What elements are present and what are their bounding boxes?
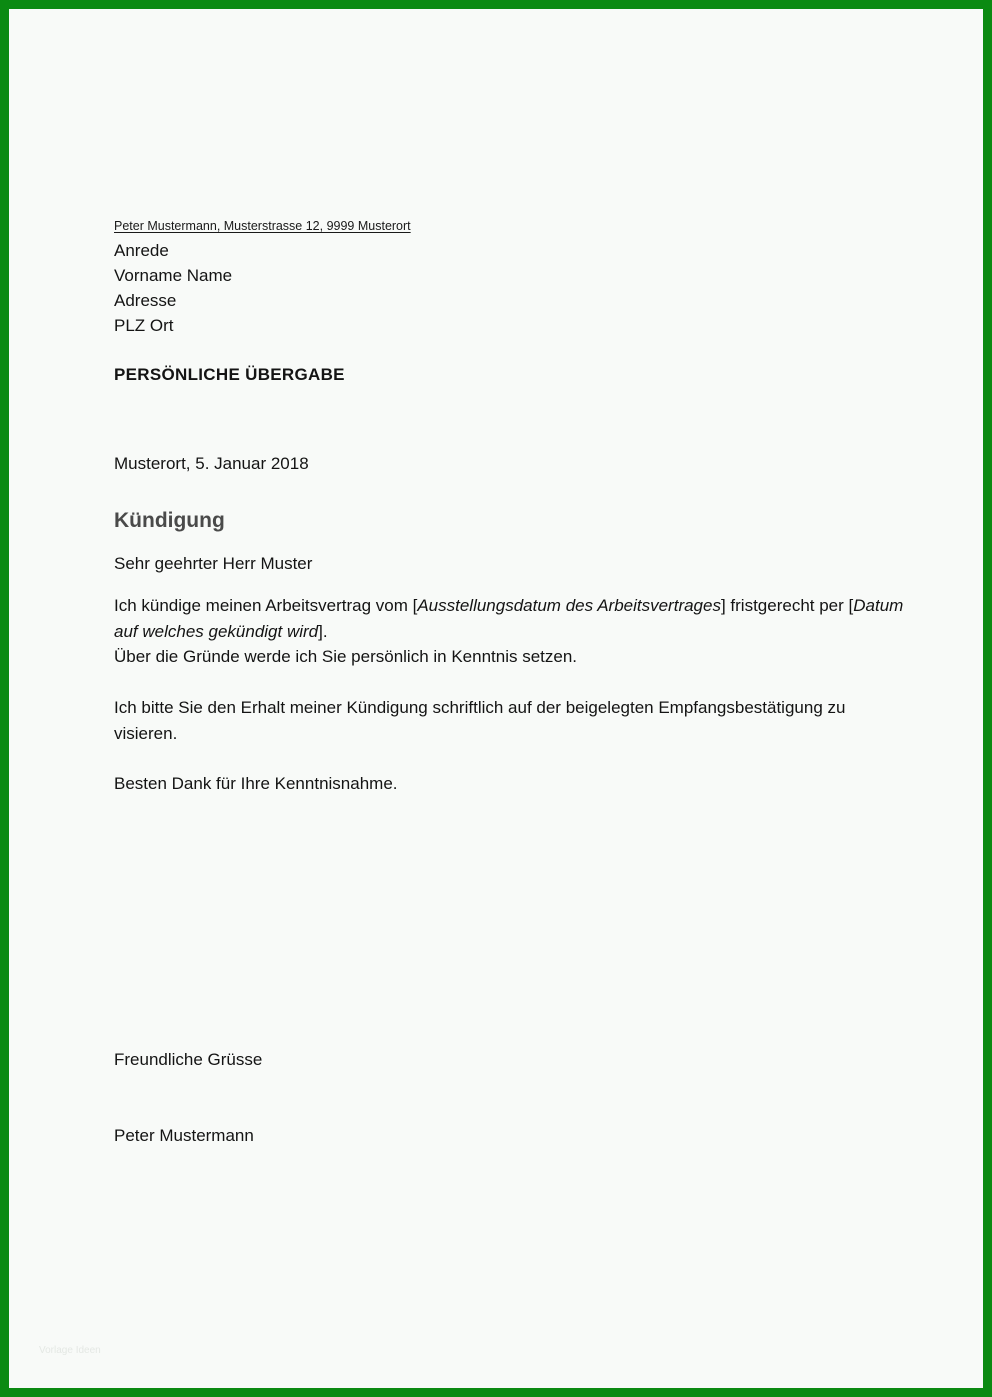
watermark: Vorlage Ideen bbox=[39, 1345, 101, 1356]
letter-subject: Kündigung bbox=[114, 509, 225, 532]
recipient-block bbox=[114, 238, 232, 338]
paragraph-text: ] fristgerecht per [ bbox=[720, 596, 854, 615]
recipient-name: Vorname Name bbox=[114, 266, 233, 285]
recipient-salutation: Anrede bbox=[114, 241, 169, 260]
placeholder-termination-date: Datum auf welches gekündigt wird bbox=[114, 596, 904, 641]
paragraph-termination bbox=[114, 593, 904, 670]
paragraph-text: Ich kündige meinen Arbeitsvertrag vom [ bbox=[114, 596, 418, 615]
letter-signature: Peter Mustermann bbox=[114, 1126, 254, 1145]
letter-date: Musterort, 5. Januar 2018 bbox=[114, 454, 309, 473]
letter-greeting: Sehr geehrter Herr Muster bbox=[114, 554, 313, 573]
recipient-city: PLZ Ort bbox=[114, 316, 174, 335]
document-page bbox=[9, 9, 983, 1388]
delivery-note: PERSÖNLICHE ÜBERGABE bbox=[114, 365, 345, 384]
placeholder-contract-date: Ausstellungsdatum des Arbeitsvertrages bbox=[417, 596, 721, 615]
paragraph-thanks: Besten Dank für Ihre Kenntnisnahme. bbox=[114, 774, 398, 793]
paragraph-reasons: Über die Gründe werde ich Sie persönlich in Kenntnis setzen. bbox=[114, 647, 578, 666]
sender-address-line: Peter Mustermann, Musterstrasse 12, 9999 Musterort bbox=[114, 219, 411, 233]
letter-closing: Freundliche Grüsse bbox=[114, 1050, 263, 1069]
paragraph-text: ]. bbox=[318, 621, 328, 641]
recipient-address: Adresse bbox=[114, 291, 177, 310]
paragraph-confirmation: Ich bitte Sie den Erhalt meiner Kündigung schriftlich auf der beigelegten Empfangsbestätigung zu visieren. bbox=[114, 698, 846, 743]
